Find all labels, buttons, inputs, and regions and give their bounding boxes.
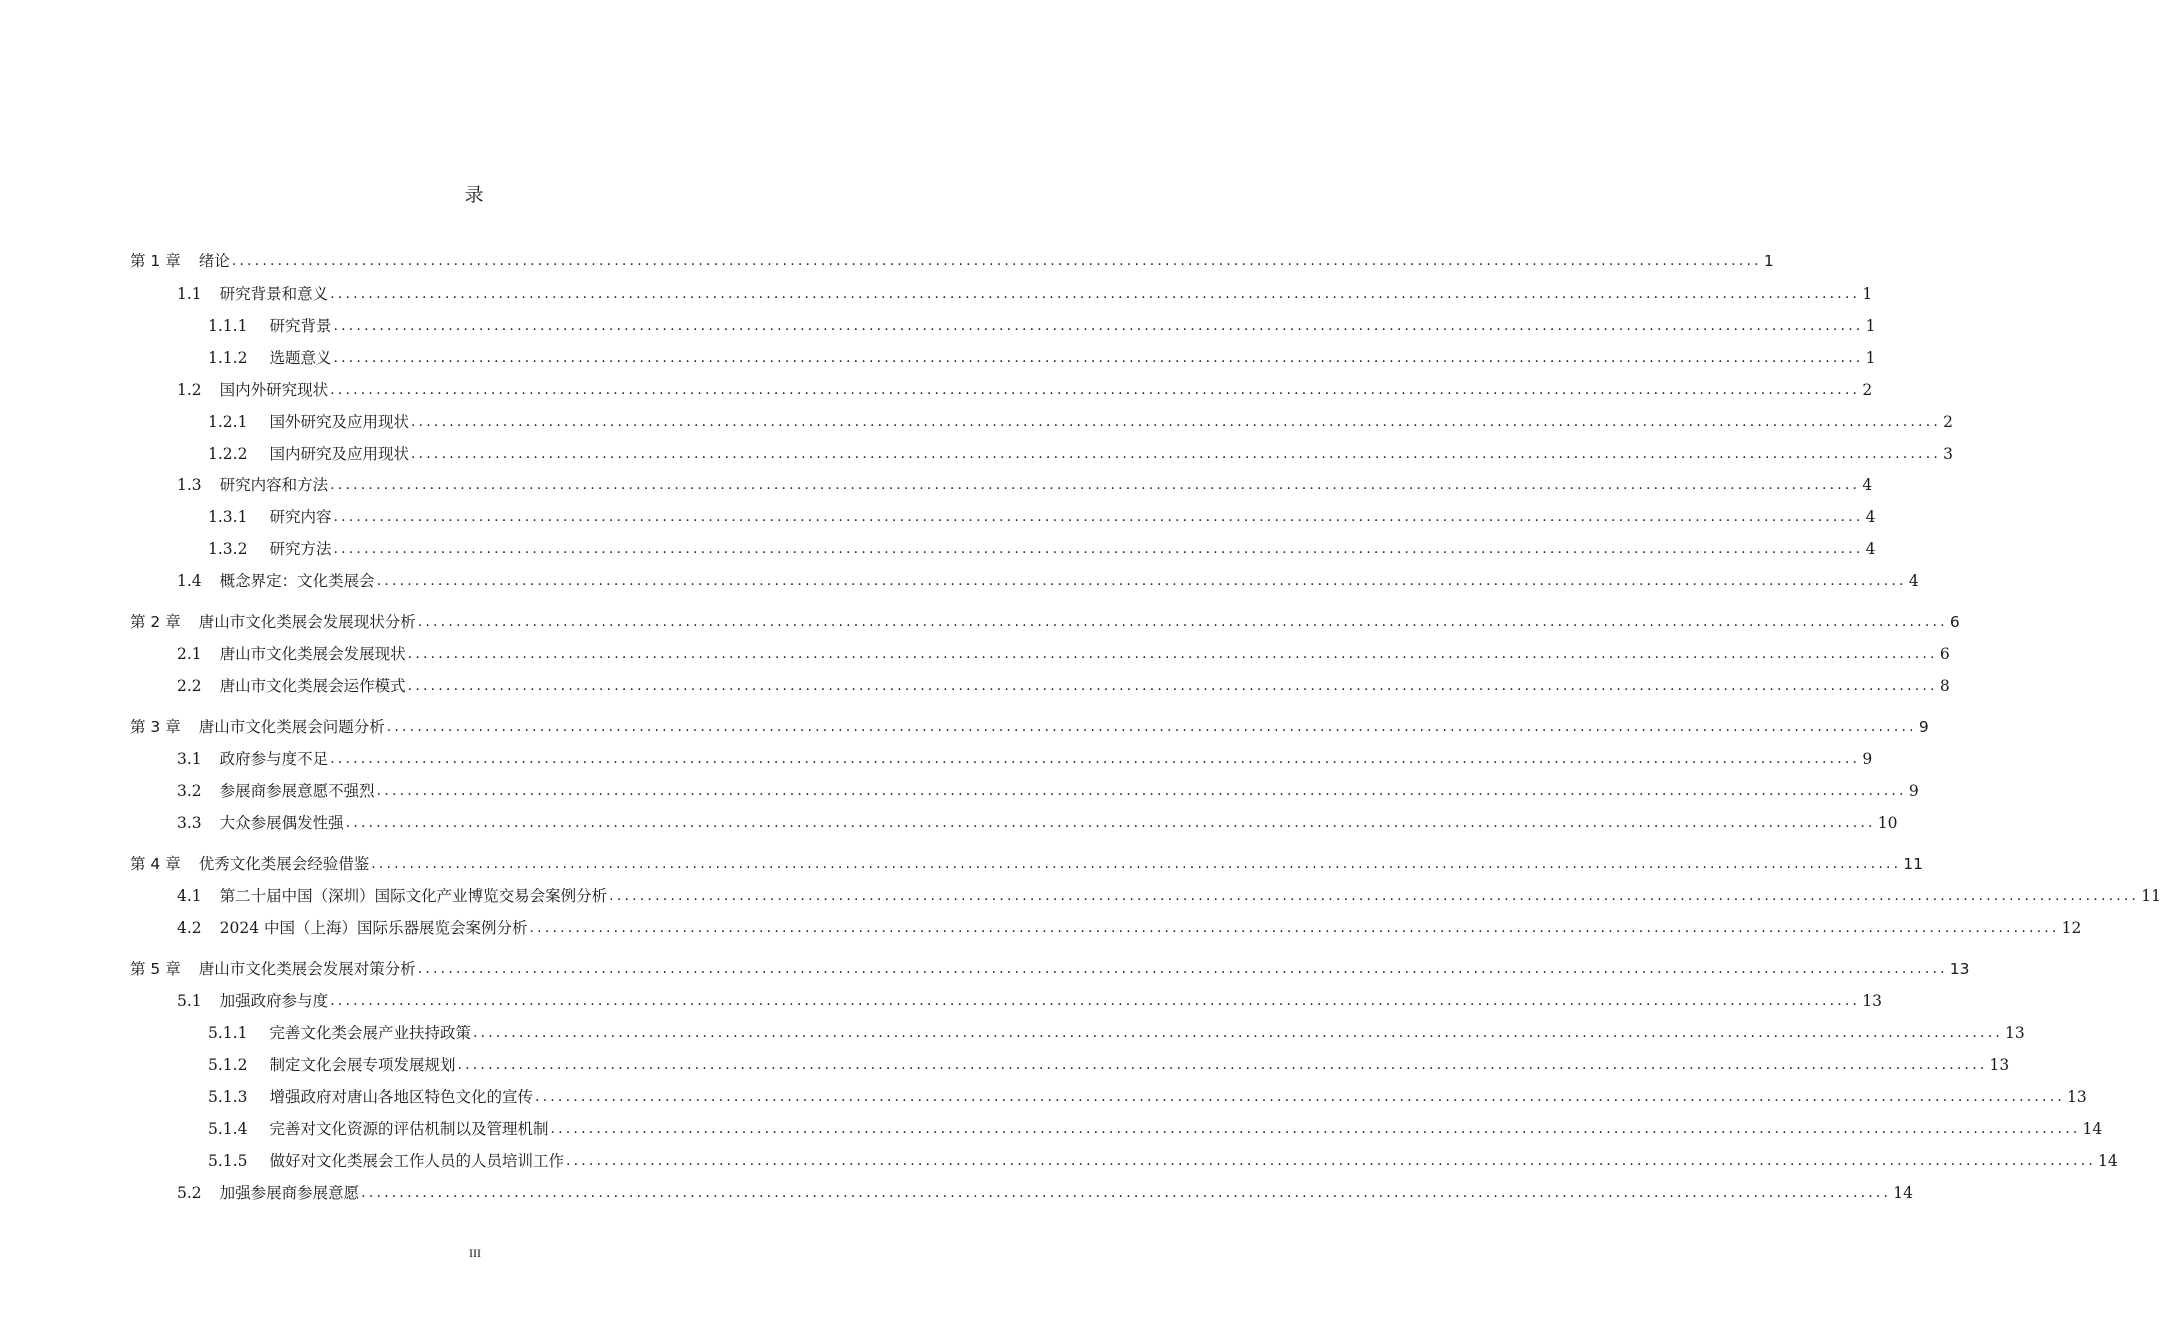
toc-dot-leader: ........................................................................................................................................................................................................ bbox=[330, 993, 1861, 1009]
toc-section-entry[interactable] bbox=[177, 471, 1873, 495]
toc-entry-page: 4 bbox=[1908, 572, 1919, 590]
toc-entry-page: 13 bbox=[2005, 1024, 2025, 1042]
toc-subsection-entry[interactable] bbox=[208, 1083, 2087, 1107]
toc-entry-number: 1.3.2 bbox=[208, 540, 248, 558]
page-number: III bbox=[469, 1246, 481, 1260]
toc-entry-page: 13 bbox=[2067, 1088, 2087, 1106]
toc-dot-leader: ........................................................................................................................................................................................................ bbox=[333, 541, 1864, 557]
toc-entry-number: 4.2 bbox=[177, 919, 202, 937]
toc-entry-page: 8 bbox=[1939, 677, 1950, 695]
toc-entry-page: 4 bbox=[1865, 508, 1876, 526]
toc-entry-title: 研究背景和意义 bbox=[219, 285, 329, 303]
toc-subsection-entry[interactable] bbox=[208, 1115, 2103, 1139]
toc-entry-number: 1.2.2 bbox=[208, 445, 248, 463]
toc-entry-page: 9 bbox=[1918, 718, 1929, 736]
toc-entry-page: 13 bbox=[1949, 960, 1970, 978]
toc-dot-leader: ........................................................................................................................................................................................................ bbox=[407, 678, 1938, 694]
toc-entry-title: 唐山市文化类展会发展现状分析 bbox=[198, 613, 416, 631]
toc-subsection-entry[interactable] bbox=[208, 408, 1954, 432]
toc-chapter-entry[interactable] bbox=[130, 247, 1774, 271]
toc-entry-number: 5.1.3 bbox=[208, 1088, 248, 1106]
toc-section-entry[interactable] bbox=[177, 987, 1882, 1011]
toc-entry-page: 14 bbox=[1893, 1184, 1913, 1202]
toc-entry-page: 1 bbox=[1865, 317, 1876, 335]
page-title: 录 bbox=[464, 184, 486, 206]
toc-entry-title: 概念界定：文化类展会 bbox=[219, 572, 375, 590]
toc-subsection-entry[interactable] bbox=[208, 440, 1954, 464]
toc-section-entry[interactable] bbox=[177, 640, 1950, 664]
toc-entry-title: 制定文化会展专项发展规划 bbox=[269, 1056, 456, 1074]
toc-entry-page: 1 bbox=[1862, 285, 1873, 303]
toc-entry-page: 14 bbox=[2098, 1152, 2118, 1170]
toc-entry-page: 11 bbox=[2141, 887, 2161, 905]
toc-section-entry[interactable] bbox=[177, 567, 1919, 591]
toc-entry-title: 第二十届中国（深圳）国际文化产业博览交易会案例分析 bbox=[219, 887, 608, 905]
toc-section-entry[interactable] bbox=[177, 672, 1950, 696]
toc-entry-page: 9 bbox=[1908, 782, 1919, 800]
toc-dot-leader: ........................................................................................................................................................................................................ bbox=[417, 614, 1948, 630]
toc-subsection-entry[interactable] bbox=[208, 1147, 2118, 1171]
toc-section-entry[interactable] bbox=[177, 376, 1873, 400]
toc-entry-number: 第 2 章 bbox=[130, 613, 181, 631]
toc-entry-page: 11 bbox=[1903, 855, 1924, 873]
toc-entry-title: 研究方法 bbox=[269, 540, 332, 558]
toc-dot-leader: ........................................................................................................................................................................................................ bbox=[529, 920, 2060, 936]
toc-entry-number: 2.1 bbox=[177, 645, 202, 663]
toc-entry-number: 1.2 bbox=[177, 381, 202, 399]
toc-dot-leader: ........................................................................................................................................................................................................ bbox=[472, 1025, 2004, 1041]
toc-chapter-entry[interactable] bbox=[130, 608, 1960, 632]
toc-dot-leader: ........................................................................................................................................................................................................ bbox=[231, 253, 1762, 269]
toc-section-entry[interactable] bbox=[177, 745, 1873, 769]
toc-dot-leader: ........................................................................................................................................................................................................ bbox=[361, 1185, 1892, 1201]
toc-section-entry[interactable] bbox=[177, 914, 2082, 938]
toc-dot-leader: ........................................................................................................................................................................................................ bbox=[333, 509, 1864, 525]
toc-entry-title: 参展商参展意愿不强烈 bbox=[219, 782, 375, 800]
toc-entry-title: 唐山市文化类展会运作模式 bbox=[219, 677, 406, 695]
toc-entry-number: 第 3 章 bbox=[130, 718, 181, 736]
toc-dot-leader: ........................................................................................................................................................................................................ bbox=[407, 646, 1938, 662]
toc-entry-number: 3.3 bbox=[177, 814, 202, 832]
toc-entry-page: 1 bbox=[1865, 349, 1876, 367]
toc-dot-leader: ........................................................................................................................................................................................................ bbox=[410, 446, 1942, 462]
toc-entry-page: 2 bbox=[1862, 381, 1873, 399]
toc-entry-number: 第 5 章 bbox=[130, 960, 181, 978]
toc-dot-leader: ........................................................................................................................................................................................................ bbox=[386, 719, 1917, 735]
toc-dot-leader: ........................................................................................................................................................................................................ bbox=[330, 477, 1861, 493]
toc-entry-page: 6 bbox=[1939, 645, 1950, 663]
toc-entry-page: 2 bbox=[1943, 413, 1954, 431]
toc-entry-number: 1.3 bbox=[177, 476, 202, 494]
toc-entry-page: 6 bbox=[1949, 613, 1960, 631]
toc-entry-title: 研究内容 bbox=[269, 508, 332, 526]
toc-entry-number: 1.1.1 bbox=[208, 317, 248, 335]
toc-entry-title: 2024 中国（上海）国际乐器展览会案例分析 bbox=[219, 919, 528, 937]
toc-dot-leader: ........................................................................................................................................................................................................ bbox=[371, 856, 1902, 872]
toc-entry-page: 10 bbox=[1877, 814, 1898, 832]
toc-chapter-entry[interactable] bbox=[130, 713, 1929, 737]
toc-subsection-entry[interactable] bbox=[208, 1051, 2010, 1075]
toc-entry-page: 1 bbox=[1763, 252, 1774, 270]
toc-dot-leader: ........................................................................................................................................................................................................ bbox=[550, 1121, 2081, 1137]
toc-subsection-entry[interactable] bbox=[208, 312, 1876, 336]
toc-dot-leader: ........................................................................................................................................................................................................ bbox=[330, 382, 1861, 398]
toc-entry-title: 选题意义 bbox=[269, 349, 332, 367]
toc-dot-leader: ........................................................................................................................................................................................................ bbox=[333, 318, 1864, 334]
toc-entry-title: 完善文化类会展产业扶持政策 bbox=[269, 1024, 471, 1042]
toc-entry-page: 3 bbox=[1943, 445, 1954, 463]
toc-entry-number: 3.1 bbox=[177, 750, 202, 768]
toc-entry-title: 大众参展偶发性强 bbox=[219, 814, 344, 832]
toc-entry-title: 绪论 bbox=[198, 252, 230, 270]
toc-entry-number: 5.1.5 bbox=[208, 1152, 248, 1170]
toc-entry-number: 5.1.4 bbox=[208, 1120, 248, 1138]
toc-entry-title: 国内研究及应用现状 bbox=[269, 445, 409, 463]
toc-dot-leader: ........................................................................................................................................................................................................ bbox=[457, 1057, 1988, 1073]
toc-dot-leader: ........................................................................................................................................................................................................ bbox=[609, 888, 2140, 904]
toc-entry-page: 12 bbox=[2061, 919, 2082, 937]
toc-dot-leader: ........................................................................................................................................................................................................ bbox=[417, 961, 1948, 977]
toc-dot-leader: ........................................................................................................................................................................................................ bbox=[333, 350, 1864, 366]
toc-entry-number: 2.2 bbox=[177, 677, 202, 695]
toc-entry-page: 14 bbox=[2082, 1120, 2103, 1138]
toc-entry-title: 唐山市文化类展会发展现状 bbox=[219, 645, 406, 663]
toc-entry-number: 4.1 bbox=[177, 887, 202, 905]
toc-entry-page: 4 bbox=[1865, 540, 1876, 558]
toc-dot-leader: ........................................................................................................................................................................................................ bbox=[330, 286, 1861, 302]
toc-entry-title: 国内外研究现状 bbox=[219, 381, 329, 399]
toc-dot-leader: ........................................................................................................................................................................................................ bbox=[410, 414, 1942, 430]
toc-entry-title: 政府参与度不足 bbox=[219, 750, 329, 768]
toc-chapter-entry[interactable] bbox=[130, 850, 1924, 874]
toc-entry-number: 5.2 bbox=[177, 1184, 202, 1202]
toc-entry-page: 9 bbox=[1862, 750, 1873, 768]
toc-entry-number: 1.2.1 bbox=[208, 413, 248, 431]
toc-entry-title: 做好对文化类展会工作人员的人员培训工作 bbox=[269, 1152, 564, 1170]
toc-dot-leader: ........................................................................................................................................................................................................ bbox=[345, 815, 1876, 831]
toc-entry-number: 第 4 章 bbox=[130, 855, 181, 873]
toc-entry-title: 加强政府参与度 bbox=[219, 992, 329, 1010]
toc-entry-title: 唐山市文化类展会发展对策分析 bbox=[198, 960, 416, 978]
toc-section-entry[interactable] bbox=[177, 280, 1873, 304]
toc-section-entry[interactable] bbox=[177, 882, 2161, 906]
toc-entry-title: 增强政府对唐山各地区特色文化的宣传 bbox=[269, 1088, 533, 1106]
toc-entry-number: 5.1.2 bbox=[208, 1056, 248, 1074]
toc-entry-number: 5.1 bbox=[177, 992, 202, 1010]
toc-entry-number: 1.1 bbox=[177, 285, 202, 303]
toc-dot-leader: ........................................................................................................................................................................................................ bbox=[565, 1153, 2097, 1169]
toc-dot-leader: ........................................................................................................................................................................................................ bbox=[534, 1089, 2066, 1105]
toc-entry-page: 13 bbox=[1862, 992, 1882, 1010]
toc-entry-title: 国外研究及应用现状 bbox=[269, 413, 409, 431]
toc-entry-page: 13 bbox=[1989, 1056, 2010, 1074]
toc-dot-leader: ........................................................................................................................................................................................................ bbox=[376, 573, 1907, 589]
toc-subsection-entry[interactable] bbox=[208, 1019, 2025, 1043]
toc-entry-number: 3.2 bbox=[177, 782, 202, 800]
toc-entry-title: 唐山市文化类展会问题分析 bbox=[198, 718, 385, 736]
toc-entry-page: 4 bbox=[1862, 476, 1873, 494]
toc-entry-number: 第 1 章 bbox=[130, 252, 181, 270]
toc-subsection-entry[interactable] bbox=[208, 503, 1876, 527]
toc-dot-leader: ........................................................................................................................................................................................................ bbox=[330, 751, 1861, 767]
toc-entry-title: 完善对文化资源的评估机制以及管理机制 bbox=[269, 1120, 549, 1138]
toc-section-entry[interactable] bbox=[177, 777, 1919, 801]
toc-entry-number: 5.1.1 bbox=[208, 1024, 248, 1042]
toc-subsection-entry[interactable] bbox=[208, 344, 1876, 368]
toc-entry-number: 1.4 bbox=[177, 572, 202, 590]
toc-chapter-entry[interactable] bbox=[130, 955, 1970, 979]
toc-section-entry[interactable] bbox=[177, 809, 1898, 833]
toc-section-entry[interactable] bbox=[177, 1179, 1913, 1203]
toc-entry-title: 研究内容和方法 bbox=[219, 476, 329, 494]
toc-subsection-entry[interactable] bbox=[208, 535, 1876, 559]
toc-entry-title: 优秀文化类展会经验借鉴 bbox=[198, 855, 370, 873]
toc-entry-number: 1.1.2 bbox=[208, 349, 248, 367]
toc-entry-title: 加强参展商参展意愿 bbox=[219, 1184, 360, 1202]
toc-entry-title: 研究背景 bbox=[269, 317, 332, 335]
toc-entry-number: 1.3.1 bbox=[208, 508, 248, 526]
toc-dot-leader: ........................................................................................................................................................................................................ bbox=[376, 783, 1907, 799]
